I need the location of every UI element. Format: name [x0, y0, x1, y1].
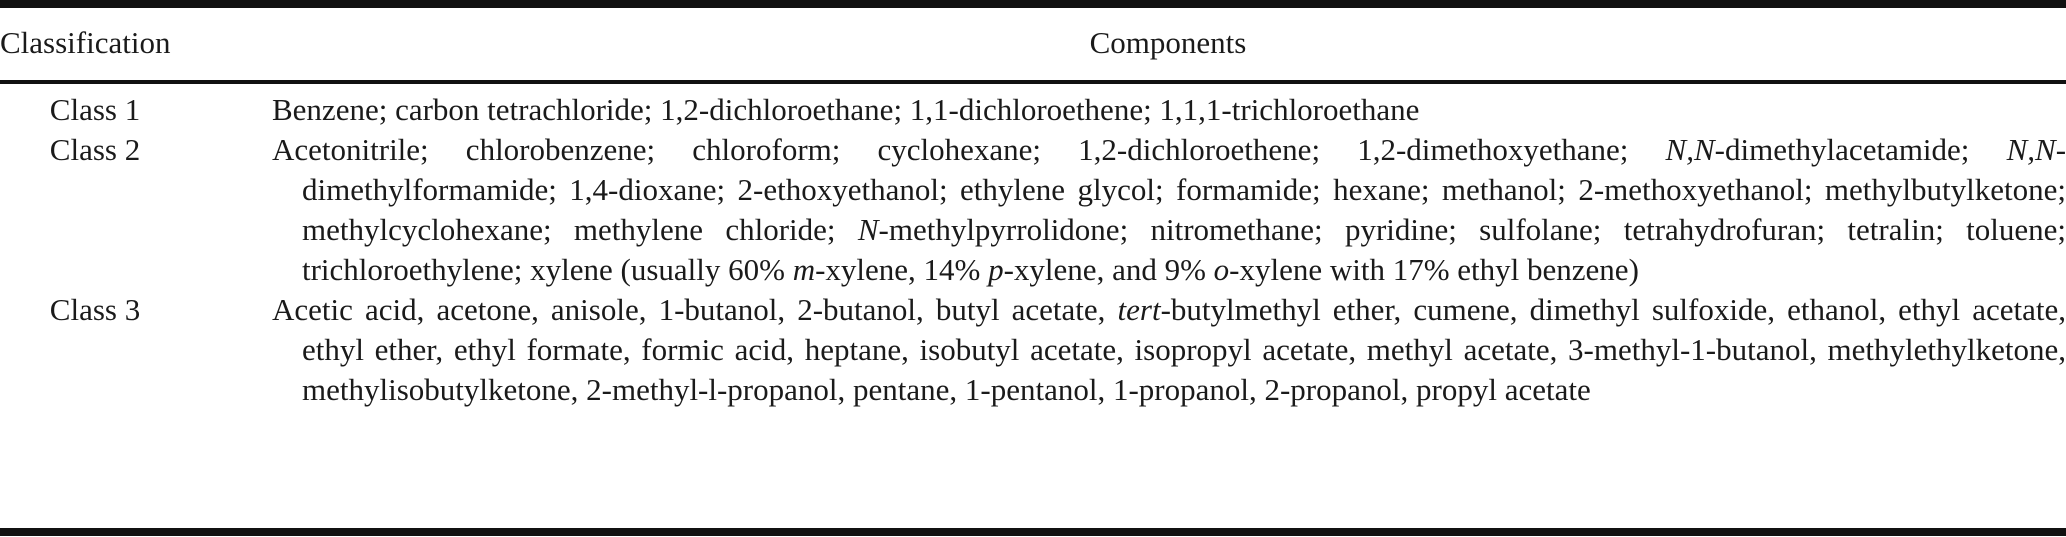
row-label: Class 3 [49, 292, 141, 327]
italic-prefix: tert [1117, 292, 1161, 327]
header-classification: Classification [0, 25, 171, 60]
component-text: Acetic acid, acetone, anisole, 1-butanol, 2-butanol, butyl acetate, [272, 292, 1118, 327]
italic-prefix: m [792, 252, 816, 287]
component-text: -butylmethyl ether, cumene, dimethyl sulfoxide, ethanol, ethyl acetate, ethyl ether, ethyl formate, formic acid, heptane, isobutyl acetate, isopropyl acetate, methyl acetate, 3-methyl-1-butanol, methylethylketone, methylisobutylketone, 2-methyl-l-propanol, pentane, 1-pentanol, 1-propanol, 2-propanol, propyl acetate [302, 292, 2066, 407]
component-text: -xylene, 14% [815, 252, 989, 287]
component-text: -methylpyrrolidone; nitromethane; pyridine; sulfolane; tetrahydrofuran; tetralin; toluene; trichloroethylene; xylene (usually 60% [302, 212, 2066, 287]
component-text: -dimethylacetamide; [1714, 132, 2007, 167]
table-header-row [0, 8, 2066, 80]
component-text: Benzene; carbon tetrachloride; 1,2-dichloroethane; 1,1-dichloroethene; 1,1,1-trichloroethane [272, 92, 1420, 127]
table-body [0, 90, 2066, 410]
row-label: Class 1 [49, 92, 141, 127]
italic-prefix: o [1213, 252, 1230, 287]
component-text: -xylene, and 9% [1003, 252, 1214, 287]
row-label: Class 2 [49, 132, 141, 167]
italic-prefix: N [857, 212, 879, 247]
italic-prefix: N,N [2006, 132, 2056, 167]
header-rule [0, 80, 2066, 84]
row-components [272, 130, 2066, 290]
component-text: -xylene with 17% ethyl benzene) [1229, 252, 1639, 287]
top-rule [0, 0, 2066, 8]
component-text: -dimethylformamide; 1,4-dioxane; 2-ethoxyethanol; ethylene glycol; formamide; hexane; methanol; 2-methoxyethanol; methylbutylketone; methylcyclohexane; methylene chloride; [302, 132, 2066, 247]
bottom-rule [0, 528, 2066, 536]
italic-prefix: N,N [1665, 132, 1715, 167]
table-row [0, 130, 2066, 290]
header-components: Components [1089, 25, 1247, 60]
component-text: Acetonitrile; chlorobenzene; chloroform; cyclohexane; 1,2-dichloroethene; 1,2-dimethoxyethane; [272, 132, 1666, 167]
table-row [0, 290, 2066, 410]
italic-prefix: p [988, 252, 1004, 287]
table-row [0, 90, 2066, 130]
row-components [272, 90, 2066, 130]
row-components [272, 290, 2066, 410]
